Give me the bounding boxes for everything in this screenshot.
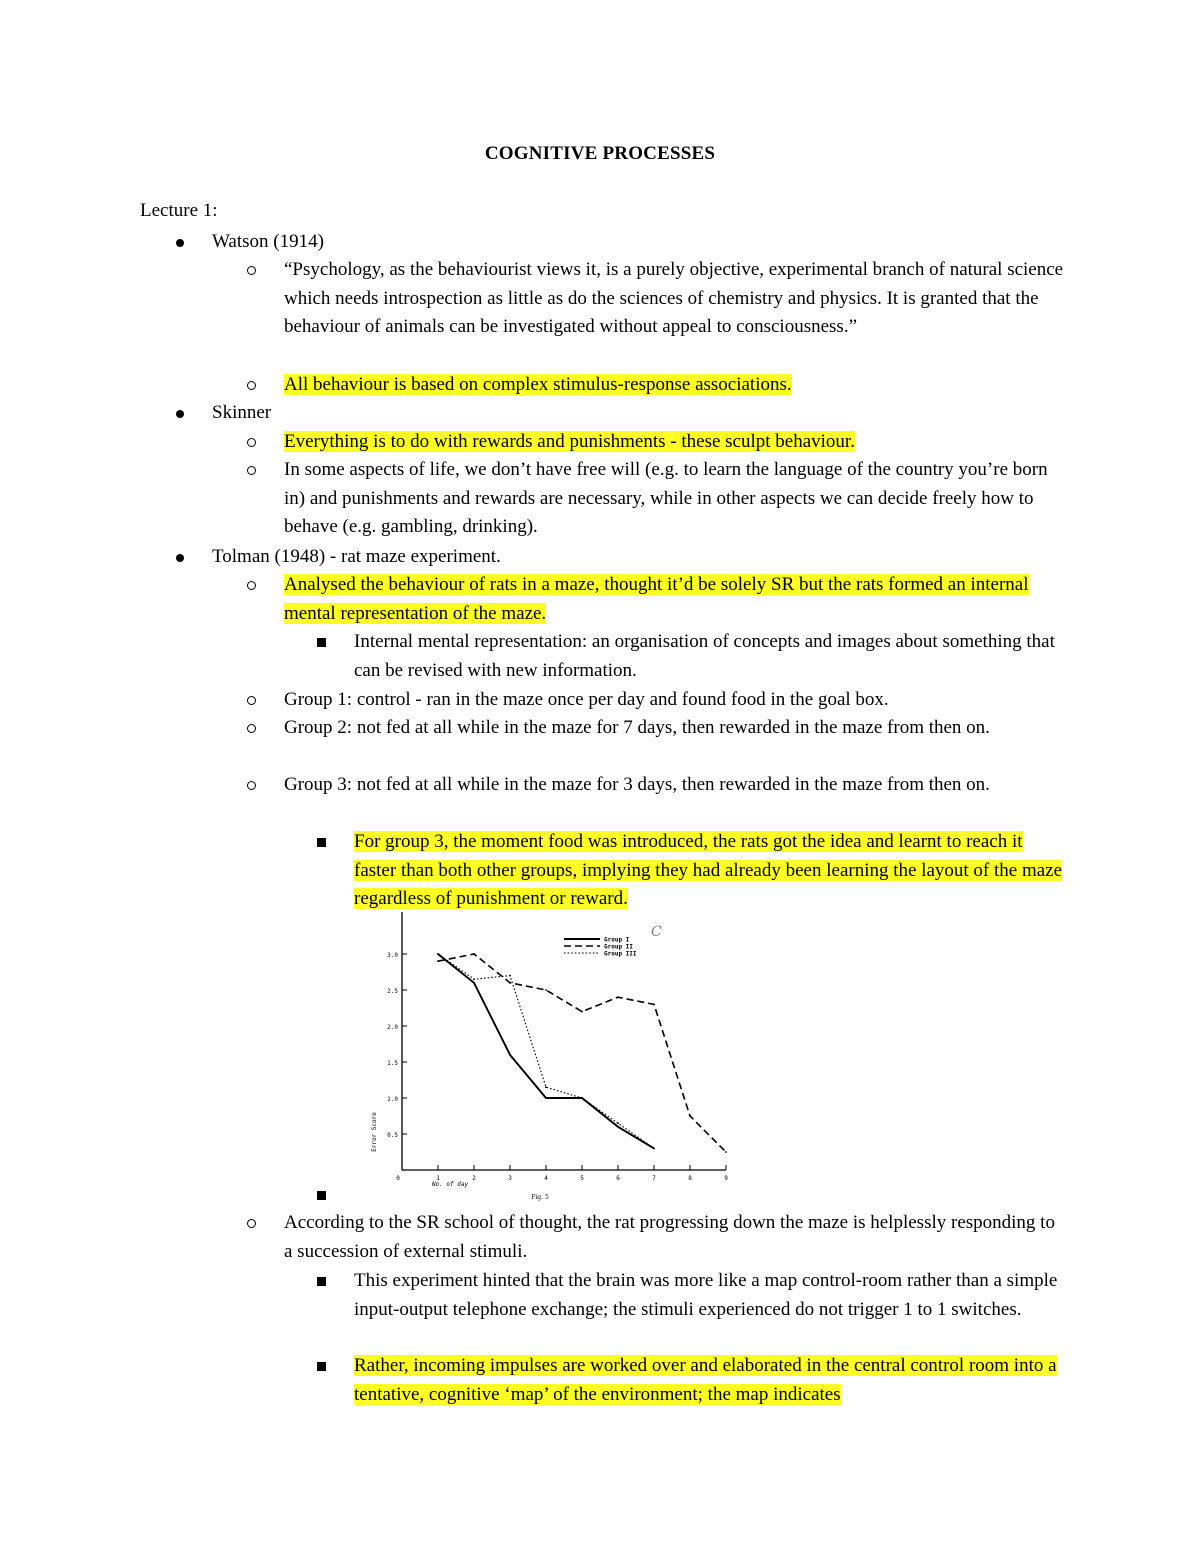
y-tick-label: 2.5 (387, 988, 398, 995)
data-point (617, 1122, 619, 1124)
data-point (653, 1148, 655, 1150)
data-point (545, 1097, 547, 1099)
x-axis-title: No. of day (431, 1181, 469, 1188)
data-point (581, 1097, 583, 1099)
sub-group3 (246, 771, 1064, 800)
series-line-1 (438, 954, 654, 1148)
data-point (581, 1011, 583, 1013)
sub-skinner-2 (246, 456, 1064, 542)
rat-maze-chart (368, 912, 736, 1202)
x-tick-label: 3 (508, 1175, 512, 1182)
item-text: Tolman (1948) - rat maze experiment. (212, 546, 501, 567)
item-text: In some aspects of life, we don’t have free will (e.g. to learn the language of the country you’re born in) and punishments and rewards are necessary, while in other aspects we can decide freely how to behave (e.g. gambling, drinking). (284, 459, 1048, 538)
x-tick-label: 2 (472, 1175, 476, 1182)
sub-watson-quote (246, 256, 1064, 342)
sub-group2 (246, 714, 1064, 743)
series-line-2 (438, 954, 726, 1152)
data-point (617, 1126, 619, 1128)
lecture-heading: Lecture 1: (140, 200, 218, 221)
sub-sr-school (246, 1209, 1064, 1266)
highlighted-text: Analysed the behaviour of rats in a maze, thought it’d be solely SR but the rats formed an internal mental representation of the maze. (284, 574, 1029, 624)
document-title: COGNITIVE PROCESSES (484, 143, 716, 164)
legend-label: Group III (604, 950, 637, 958)
item-text: Group 2: not fed at all while in the maze for 7 days, then rewarded in the maze from then on. (284, 717, 990, 738)
sub-sub-group3-a (316, 828, 1064, 914)
data-point (473, 953, 475, 955)
item-text: Internal mental representation: an organisation of concepts and images about something that can be revised with new information. (354, 631, 1055, 681)
sub-watson-sr (246, 371, 1064, 400)
bullet-skinner (174, 399, 1064, 428)
sub-sub-sr-b (316, 1352, 1064, 1409)
chart-svg (368, 912, 736, 1202)
sub-sub-tolman-1a (316, 628, 1064, 685)
data-point (617, 996, 619, 998)
item-text: According to the SR school of thought, the rat progressing down the maze is helplessly responding to a succession of external stimuli. (284, 1212, 1055, 1262)
x-tick-label: 5 (580, 1175, 584, 1182)
item-text: Watson (1914) (212, 231, 324, 252)
bullet-watson (174, 228, 1064, 257)
sub-skinner-1 (246, 428, 1064, 457)
item-text: This experiment hinted that the brain was more like a map control-room rather than a simple input-output telephone exchange; the stimuli experienced do not trigger 1 to 1 switches. (354, 1270, 1058, 1320)
y-axis-title: Error Score (371, 1112, 378, 1152)
x-tick-label: 1 (436, 1175, 440, 1182)
item-text: Group 1: control - ran in the maze once per day and found food in the goal box. (284, 689, 889, 710)
highlighted-text: Rather, incoming impulses are worked over and elaborated in the central control room into a tentative, cognitive ‘map’ of the environment; the map indicates (354, 1355, 1057, 1405)
x-tick-label: 6 (616, 1175, 620, 1182)
y-tick-label: 0.5 (387, 1132, 398, 1139)
sub-group1 (246, 686, 1064, 715)
data-point (653, 1004, 655, 1006)
sub-sub-sr-a (316, 1267, 1064, 1324)
figure-caption: Fig. 5 (531, 1194, 549, 1201)
y-tick-label: 2.0 (387, 1024, 398, 1031)
data-point (725, 1151, 727, 1153)
data-point (545, 989, 547, 991)
data-point (473, 978, 475, 980)
corner-mark: C (651, 924, 662, 940)
data-point (509, 982, 511, 984)
data-point (509, 1054, 511, 1056)
x-origin-label: 0 (396, 1175, 400, 1182)
data-point (437, 953, 439, 955)
y-tick-label: 1.0 (387, 1096, 398, 1103)
x-tick-label: 9 (724, 1175, 728, 1182)
y-tick-label: 1.5 (387, 1060, 398, 1067)
series-line-3 (438, 954, 654, 1148)
y-tick-label: 3.0 (387, 952, 398, 959)
highlighted-text: For group 3, the moment food was introduced, the rats got the idea and learnt to reach it faster than both other groups, implying they had already been learning the layout of the maze regardless of punishment or reward. (354, 831, 1063, 910)
data-point (545, 1086, 547, 1088)
data-point (437, 960, 439, 962)
sub-tolman-1 (246, 571, 1064, 628)
data-point (473, 982, 475, 984)
bullet-tolman (174, 543, 1064, 572)
x-tick-label: 7 (652, 1175, 656, 1182)
item-text: Group 3: not fed at all while in the maze for 3 days, then rewarded in the maze from then on. (284, 774, 990, 795)
x-tick-label: 8 (688, 1175, 692, 1182)
highlighted-text: All behaviour is based on complex stimulus-response associations. (284, 374, 792, 395)
data-point (689, 1115, 691, 1117)
data-point (509, 975, 511, 977)
x-tick-label: 4 (544, 1175, 548, 1182)
legend-label: Group I (604, 936, 630, 944)
item-text: Skinner (212, 402, 272, 423)
highlighted-text: Everything is to do with rewards and punishments - these sculpt behaviour. (284, 431, 855, 452)
legend-label: Group II (604, 943, 633, 951)
item-text: “Psychology, as the behaviourist views it, is a purely objective, experimental branch of natural science which needs introspection as little as do the sciences of chemistry and physics. It is granted that the behaviour of animals can be investigated without appeal to consciousness.” (284, 259, 1064, 338)
